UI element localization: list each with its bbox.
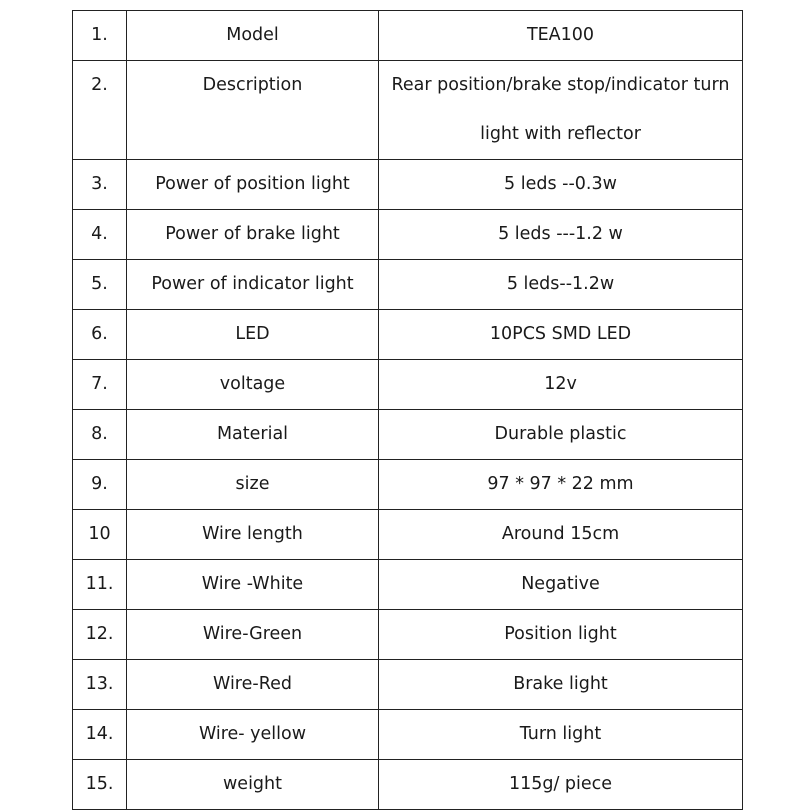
row-value — [379, 61, 743, 160]
row-item: Wire-Green — [127, 610, 379, 660]
row-item: voltage — [127, 360, 379, 410]
spec-table — [72, 10, 743, 810]
table-row — [73, 11, 743, 61]
row-number: 13. — [73, 660, 127, 710]
table-row — [73, 460, 743, 510]
row-number: 3. — [73, 160, 127, 210]
row-number: 15. — [73, 760, 127, 810]
row-number: 8. — [73, 410, 127, 460]
table-row — [73, 610, 743, 660]
row-value-line: light with reflector — [480, 124, 641, 144]
row-number: 4. — [73, 210, 127, 260]
row-value: TEA100 — [379, 11, 743, 61]
row-item: Material — [127, 410, 379, 460]
row-number: 6. — [73, 310, 127, 360]
table-row — [73, 210, 743, 260]
row-item: size — [127, 460, 379, 510]
row-value: Negative — [379, 560, 743, 610]
row-number: 14. — [73, 710, 127, 760]
row-value: 5 leds --0.3w — [379, 160, 743, 210]
row-number: 10 — [73, 510, 127, 560]
row-value: 5 leds--1.2w — [379, 260, 743, 310]
row-number: 11. — [73, 560, 127, 610]
row-number: 2. — [73, 61, 127, 160]
table-row — [73, 260, 743, 310]
row-number: 7. — [73, 360, 127, 410]
row-value: 5 leds ---1.2 w — [379, 210, 743, 260]
row-item: Description — [127, 61, 379, 160]
row-number: 5. — [73, 260, 127, 310]
row-number: 12. — [73, 610, 127, 660]
row-value: Durable plastic — [379, 410, 743, 460]
table-row — [73, 660, 743, 710]
row-item: LED — [127, 310, 379, 360]
table-row — [73, 410, 743, 460]
row-value: Brake light — [379, 660, 743, 710]
table-row — [73, 360, 743, 410]
row-item: Wire- yellow — [127, 710, 379, 760]
row-value: Around 15cm — [379, 510, 743, 560]
row-item: Wire -White — [127, 560, 379, 610]
row-item: Wire-Red — [127, 660, 379, 710]
row-value: 115g/ piece — [379, 760, 743, 810]
row-item: Model — [127, 11, 379, 61]
row-number: 1. — [73, 11, 127, 61]
table-row — [73, 710, 743, 760]
row-item: Wire length — [127, 510, 379, 560]
row-number: 9. — [73, 460, 127, 510]
row-value: Position light — [379, 610, 743, 660]
row-value: 97 * 97 * 22 mm — [379, 460, 743, 510]
row-value: 10PCS SMD LED — [379, 310, 743, 360]
row-value: 12v — [379, 360, 743, 410]
row-item: Power of position light — [127, 160, 379, 210]
row-value: Turn light — [379, 710, 743, 760]
table-row — [73, 510, 743, 560]
row-item: Power of indicator light — [127, 260, 379, 310]
row-item: Power of brake light — [127, 210, 379, 260]
row-item: weight — [127, 760, 379, 810]
table-row — [73, 560, 743, 610]
table-row — [73, 61, 743, 160]
table-row — [73, 760, 743, 810]
table-row — [73, 310, 743, 360]
table-row — [73, 160, 743, 210]
row-value-line: Rear position/brake stop/indicator turn — [391, 75, 730, 95]
